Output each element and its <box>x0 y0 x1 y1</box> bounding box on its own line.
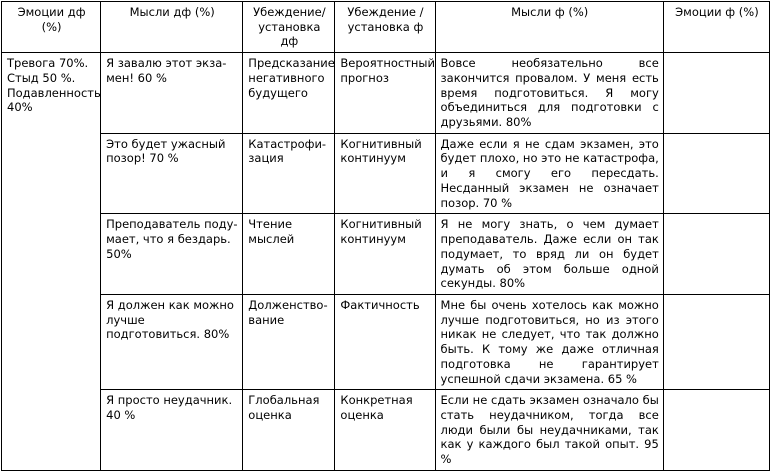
table-row <box>2 294 770 389</box>
table-row <box>2 133 770 214</box>
header-emotions-f: Эмоции ф (%) <box>663 2 769 53</box>
header-thoughts-df: Мысли дф (%) <box>101 2 243 53</box>
cell-emotions-f <box>663 133 769 214</box>
header-emotions-df: Эмоции дф (%) <box>2 2 101 53</box>
table-row <box>2 214 770 295</box>
cell-belief-df: Долженствование <box>243 294 335 389</box>
cell-emotions-f <box>663 53 769 134</box>
cell-belief-f: Вероятностный прогноз <box>335 53 435 134</box>
cell-belief-f: Когнитивный континуум <box>335 214 435 295</box>
cell-belief-f: Когнитивный континуум <box>335 133 435 214</box>
cell-thoughts-df: Преподаватель подумает, что я бездарь. 50% <box>101 214 243 295</box>
header-thoughts-f: Мысли ф (%) <box>435 2 663 53</box>
cell-emotions-f <box>663 294 769 389</box>
table-header-row <box>2 2 770 53</box>
cell-thoughts-df: Я должен как можно лучше подготовиться. 80% <box>101 294 243 389</box>
cell-thoughts-df: Это будет ужасный позор! 70 % <box>101 133 243 214</box>
cell-belief-df: Чтение мыслей <box>243 214 335 295</box>
table-header <box>2 2 770 53</box>
cell-emotions-df: Тревога 70%. Стыд 50 %. Подавленность 40% <box>2 53 101 471</box>
cell-belief-df: Предсказание негативного будущего <box>243 53 335 134</box>
header-belief-df: Убеждение/ установка дф <box>243 2 335 53</box>
cell-thoughts-f: Даже если я не сдам экзамен, это будет плохо, но это не катастрофа, и я смогу его пересдать. Несданный экзамен не означает позор. 70 % <box>435 133 663 214</box>
cell-belief-df: Катастрофизация <box>243 133 335 214</box>
table-row <box>2 390 770 471</box>
cell-belief-f: Фактичность <box>335 294 435 389</box>
table-row <box>2 53 770 134</box>
cell-emotions-f <box>663 214 769 295</box>
cell-thoughts-df: Я просто неудачник. 40 % <box>101 390 243 471</box>
header-belief-f: Убеждение / установка ф <box>335 2 435 53</box>
cell-thoughts-f: Если не сдать экзамен означало бы стать неудачником, тогда все люди были бы неудачниками, так как у каждого был такой опыт. 95 % <box>435 390 663 471</box>
table-body <box>2 53 770 471</box>
cell-thoughts-f: Я не могу знать, о чем думает преподаватель. Даже если он так подумает, то вряд ли он будет думать об этом больше одной секунды. 80% <box>435 214 663 295</box>
cell-thoughts-f: Вовсе необязательно все закончится провалом. У меня есть время подготовиться. Я могу объединиться для подготовки с друзьями. 80% <box>435 53 663 134</box>
cell-belief-f: Конкретная оценка <box>335 390 435 471</box>
cell-belief-df: Глобальная оценка <box>243 390 335 471</box>
cell-thoughts-df: Я завалю этот экзамен! 60 % <box>101 53 243 134</box>
cbt-thought-record-table <box>1 1 770 471</box>
cell-thoughts-f: Мне бы очень хотелось как можно лучше подготовиться, но из этого никак не следует, что так должно быть. К тому же даже отличная подготовка не гарантирует успешной сдачи экзамена. 65 % <box>435 294 663 389</box>
cell-emotions-f <box>663 390 769 471</box>
